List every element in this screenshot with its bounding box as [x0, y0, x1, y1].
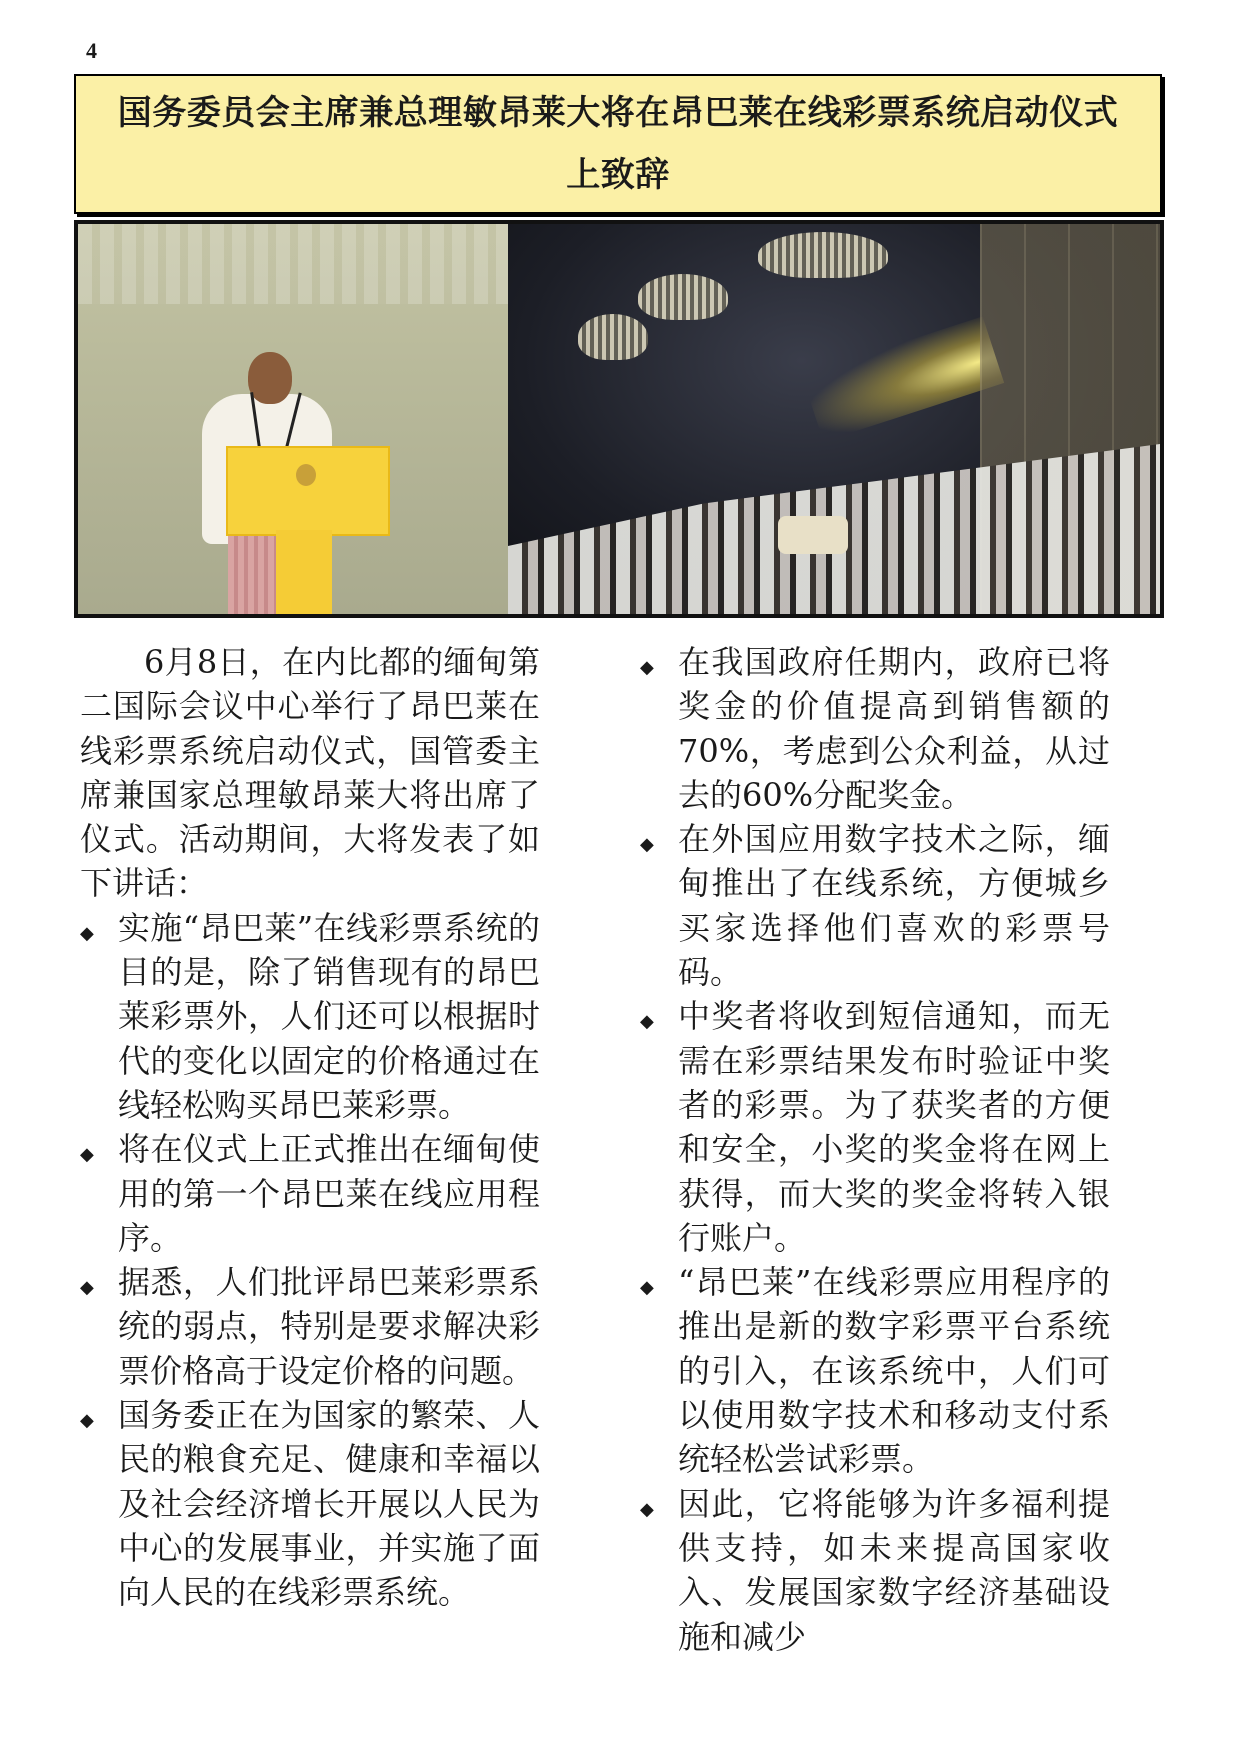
- list-item: [80, 1393, 540, 1614]
- list-item-text: 在外国应用数字技术之际，缅甸推出了在线系统，方便城乡买家选择他们喜欢的彩票号码。: [678, 820, 1110, 992]
- diamond-bullet-icon: [80, 1260, 118, 1304]
- list-item-text: 将在仪式上正式推出在缅甸使用的第一个昂巴莱在线应用程序。: [118, 1130, 540, 1257]
- chandelier-icon: [638, 274, 728, 320]
- intro-paragraph: 6月8日，在内比都的缅甸第二国际会议中心举行了昂巴莱在线彩票系统启动仪式，国管委主席兼国家总理敏昂莱大将出席了仪式。活动期间，大将发表了如下讲话：: [80, 643, 540, 903]
- list-item: [80, 1127, 540, 1260]
- list-item: [640, 817, 1110, 994]
- right-column: [640, 640, 1110, 1659]
- list-item-text: 实施“昂巴莱”在线彩票系统的目的是，除了销售现有的昂巴莱彩票外，人们还可以根据时代的变化以固定的价格通过在线轻松购买昂巴莱彩票。: [118, 908, 540, 1124]
- speaker-photo-panel: [78, 224, 508, 614]
- diamond-bullet-icon: [640, 817, 678, 861]
- list-item-text: 据悉，人们批评昂巴莱彩票系统的弱点，特别是要求解决彩票价格高于设定价格的问题。: [118, 1263, 540, 1390]
- list-item-text: 因此，它将能够为许多福利提供支持，如未来提高国家收入、发展国家数字经济基础设施和减少: [678, 1484, 1110, 1656]
- audience-photo-panel: [508, 224, 1160, 614]
- podium: [226, 446, 390, 536]
- banner-background: [78, 224, 508, 304]
- list-item-text: 在我国政府任期内，政府已将奖金的价值提高到销售额的70%，考虑到公众利益，从过去的60%分配奖金。: [678, 643, 1110, 814]
- spotlight-beam: [802, 316, 1004, 441]
- list-item: [640, 640, 1110, 817]
- list-item-text: 中奖者将收到短信通知，而无需在彩票结果发布时验证中奖者的彩票。为了获奖者的方便和安全，小奖的奖金将在网上获得，而大奖的奖金将转入银行账户。: [678, 997, 1110, 1257]
- front-sofa: [778, 516, 848, 554]
- event-photo: [74, 220, 1164, 618]
- chandelier-icon: [578, 314, 648, 360]
- diamond-bullet-icon: [640, 1260, 678, 1304]
- page-number: 4: [86, 38, 97, 63]
- list-item: [640, 1482, 1110, 1659]
- article-title: 国务委员会主席兼总理敏昂莱大将在昂巴莱在线彩票系统启动仪式上致辞: [117, 93, 1119, 195]
- left-column: [80, 640, 540, 1615]
- list-item: [640, 994, 1110, 1260]
- diamond-bullet-icon: [80, 1127, 118, 1171]
- chandelier-icon: [758, 232, 888, 278]
- speaker-head: [248, 352, 292, 404]
- list-item-text: “昂巴莱”在线彩票应用程序的推出是新的数字彩票平台系统的引入，在该系统中，人们可以使用数字技术和移动支付系统轻松尝试彩票。: [678, 1263, 1110, 1479]
- list-item: [640, 1260, 1110, 1481]
- article-title-box: [74, 74, 1162, 214]
- podium-stand: [276, 530, 332, 614]
- diamond-bullet-icon: [640, 994, 678, 1038]
- diamond-bullet-icon: [80, 1393, 118, 1437]
- diamond-bullet-icon: [640, 640, 678, 684]
- diamond-bullet-icon: [640, 1482, 678, 1526]
- list-item: [80, 906, 540, 1127]
- diamond-bullet-icon: [80, 906, 118, 950]
- list-item-text: 国务委正在为国家的繁荣、人民的粮食充足、健康和幸福以及社会经济增长开展以人民为中心的发展事业，并实施了面向人民的在线彩票系统。: [118, 1396, 540, 1612]
- left-bullet-list: [80, 906, 540, 1615]
- list-item: [80, 1260, 540, 1393]
- right-bullet-list: [640, 640, 1110, 1659]
- podium-logo-icon: [296, 464, 316, 486]
